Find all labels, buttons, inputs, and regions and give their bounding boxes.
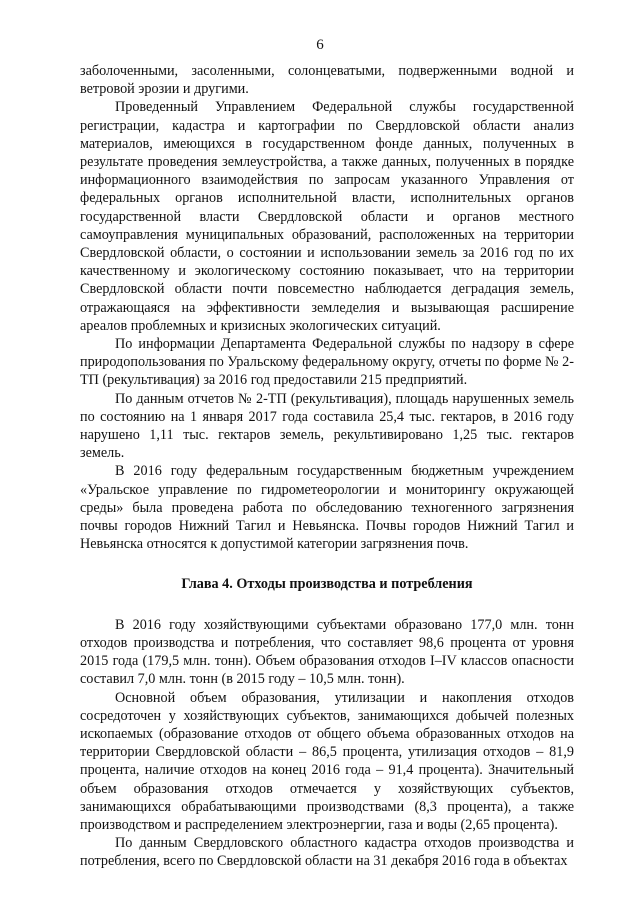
paragraph-rosreestr-analysis: Проведенный Управлением Федеральной службы государственной регистрации, кадастра и картографии по Свердловской области анализ материалов, имеющихся в государственном фонде данных, полученных в результате проведения землеустройства, а также данных, полученных в порядке информационного взаимодействия по запросам указанного Управления от федеральных органов исполнительной власти, исполнительных органов государственной власти Свердловской области и органов местного самоуправления муниципальных образований, расположенных на территории Свердловской области, о состоянии и использовании земель за 2016 год по их качественному и экологическому состоянию показывает, что на территории Свердловской области почти повсеместно наблюдается деградация земель, отражающаяся на эффективности земледелия и вызывающая расширение ареалов проблемных и кризисных экологических ситуаций. <box>80 99 574 334</box>
paragraph-waste-cadastre: По данным Свердловского областного кадастра отходов производства и потребления, всего по Свердловской области на 31 декабря 2016 года в объектах <box>80 835 574 870</box>
paragraph-waste-volume: В 2016 году хозяйствующими субъектами образовано 177,0 млн. тонн отходов производства и потребления, что составляет 98,6 процента от уровня 2015 года (179,5 млн. тонн). Объем образования отходов I–IV классов опасности составил 7,0 млн. тонн (в 2015 году – 10,5 млн. тонн). <box>80 616 574 688</box>
document-body <box>80 62 574 871</box>
chapter-heading: Глава 4. Отходы производства и потребления <box>181 576 473 593</box>
paragraph-soil-pollution: В 2016 году федеральным государственным бюджетным учреждением «Уральское управление по гидрометеорологии и мониторингу окружающей среды» была проведена работа по обследованию техногенного загрязнения почвы городов Нижний Тагил и Невьянска. Почвы городов Нижний Тагил и Невьянска относятся к допустимой категории загрязнения почв. <box>80 463 574 553</box>
paragraph-waste-distribution: Основной объем образования, утилизации и накопления отходов сосредоточен у хозяйствующих субъектов, занимающихся добычей полезных ископаемых (образование отходов от общего объема образованных отходов на территории Свердловской области – 86,5 процента, утилизация отходов – 81,9 процента, наличие отходов на конец 2016 года – 91,4 процента). Значительный объем образования отходов отмечается у хозяйствующих субъектов, занимающихся обрабатывающими производствами (8,3 процента), а также производством и распределением электроэнергии, газа и воды (2,65 процента). <box>80 689 574 833</box>
paragraph-rosprirodnadzor-reports: По информации Департамента Федеральной службы по надзору в сфере природопользования по Уральскому федеральному округу, отчеты по форме № 2-ТП (рекультивация) за 2016 год предоставили 215 предприятий. <box>80 336 574 389</box>
page-number: 6 <box>316 37 324 53</box>
paragraph-disturbed-lands: По данным отчетов № 2-ТП (рекультивация), площадь нарушенных земель по состоянию на 1 января 2017 года составила 25,4 тыс. гектаров, в 2016 году нарушено 1,11 тыс. гектаров земель, рекультивировано 1,25 тыс. гектаров земель. <box>80 390 574 462</box>
paragraph-land-categories-end: заболоченными, засоленными, солонцеватыми, подверженными водной и ветровой эрозии и другими. <box>80 63 574 98</box>
